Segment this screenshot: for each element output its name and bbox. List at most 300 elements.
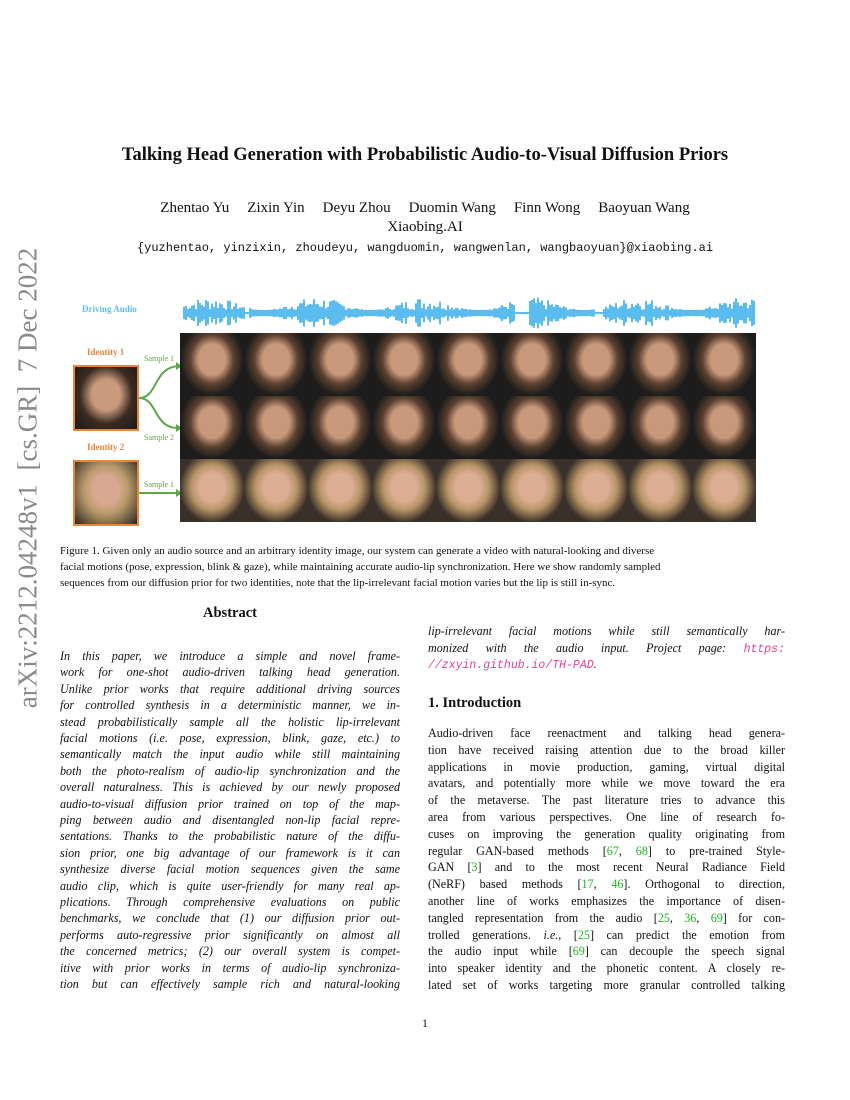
project-page-link[interactable]: //zxyin.github.io/TH-PAD — [428, 659, 594, 672]
waveform-bar — [369, 310, 371, 316]
waveform-bar — [339, 304, 341, 322]
waveform-bar — [257, 310, 259, 316]
waveform-bar — [561, 308, 563, 318]
waveform-bar — [281, 309, 283, 318]
abstract-line — [60, 911, 400, 926]
waveform-bar — [707, 308, 709, 317]
citation-link[interactable]: 36 — [684, 910, 697, 925]
arxiv-stamp: arXiv:2212.04248v1 [cs.GR] 7 Dec 2022 — [12, 247, 43, 709]
generated-frame — [500, 333, 564, 396]
waveform-bar — [727, 307, 729, 319]
waveform-bar — [511, 304, 513, 322]
waveform-bar — [465, 309, 467, 317]
waveform-bar — [391, 310, 393, 316]
waveform-bar — [683, 310, 685, 316]
identity1-label: Identity 1 — [87, 347, 125, 357]
waveform-bar — [353, 309, 355, 317]
abstract-line — [60, 813, 400, 828]
waveform-bar — [673, 309, 675, 317]
waveform-bar — [501, 305, 503, 321]
waveform-bar — [637, 303, 639, 322]
waveform-bar — [311, 304, 313, 321]
citation-link[interactable]: 69 — [710, 910, 723, 925]
generated-frame — [692, 396, 756, 459]
page-number: 1 — [422, 1016, 428, 1030]
waveform-bar — [227, 301, 229, 326]
waveform-bar — [495, 309, 497, 318]
waveform-bar — [735, 298, 737, 327]
waveform-bar — [355, 308, 357, 317]
waveform-bar — [567, 310, 569, 316]
abstract-line — [60, 879, 400, 894]
waveform-bar — [199, 303, 201, 323]
waveform-bar — [705, 308, 707, 317]
waveform-bar — [539, 302, 541, 323]
waveform-bar — [243, 307, 245, 318]
waveform-bar — [271, 310, 273, 316]
waveform-bar — [559, 307, 561, 319]
author: Finn Wong — [513, 200, 581, 216]
waveform-bar — [309, 304, 311, 322]
waveform-bar — [345, 310, 347, 316]
waveform-bar — [711, 309, 713, 317]
waveform-bar — [701, 310, 703, 317]
waveform-bar — [747, 308, 749, 317]
caption-line: sequences from our diffusion prior for two identities, note that the lip-irrelevant facial motion varies but the lip is still in-sync. — [60, 577, 616, 589]
waveform-bar — [693, 310, 695, 316]
text-span: tion have received raising attention due to the broad killer — [428, 742, 785, 757]
waveform-bar — [265, 310, 267, 316]
waveform-bar — [453, 309, 455, 316]
waveform-bar — [625, 303, 627, 322]
waveform-bar — [629, 308, 631, 318]
waveform-bar — [443, 309, 445, 318]
generated-frame — [436, 333, 500, 396]
sample1-identity2-label: Sample 1 — [144, 480, 174, 489]
waveform-bar — [445, 310, 447, 316]
waveform-bar — [307, 305, 309, 322]
waveform-bar — [739, 306, 741, 321]
waveform-bar — [337, 302, 339, 323]
intro-line — [428, 726, 785, 741]
abstract-line — [60, 846, 400, 861]
text-span: (NeRF) based methods [ — [428, 877, 582, 892]
author: Zixin Yin — [247, 200, 305, 216]
waveform-bar — [641, 310, 643, 317]
citation-link[interactable]: 46 — [611, 877, 624, 892]
waveform-bar — [303, 299, 305, 326]
waveform-bar — [433, 306, 435, 321]
waveform-bar — [487, 310, 489, 316]
waveform-bar — [415, 303, 417, 322]
text-span: overall naturalness. This is achieved by our newly proposed — [60, 780, 400, 795]
waveform-bar — [499, 307, 501, 318]
figure-caption — [60, 543, 786, 591]
waveform-bar — [551, 304, 553, 321]
waveform-bar — [267, 310, 269, 316]
waveform-bar — [373, 310, 375, 316]
waveform-bar — [251, 309, 253, 316]
waveform-bar — [195, 309, 197, 317]
waveform-bar — [677, 310, 679, 317]
waveform-bar — [357, 309, 359, 318]
waveform-bar — [571, 309, 573, 317]
waveform-bar — [577, 310, 579, 316]
waveform-bar — [239, 308, 241, 319]
abstract-line — [60, 780, 400, 795]
waveform-bar — [471, 310, 473, 317]
waveform-bar — [667, 306, 669, 321]
waveform-bar — [661, 310, 663, 316]
waveform-bar — [275, 309, 277, 316]
abstract-line — [60, 797, 400, 812]
intro-line — [428, 760, 785, 775]
waveform-bar — [253, 310, 255, 317]
abstract-line — [428, 641, 785, 656]
waveform-bar — [259, 310, 261, 316]
waveform-bar — [601, 312, 603, 314]
generated-frame — [436, 396, 500, 459]
text-span: audio clip, which is quite user-friendly for many real ap- — [60, 878, 400, 893]
text-span: audio-to-visual diffusion prior trained on top of the map- — [60, 796, 400, 811]
waveform-bar — [363, 310, 365, 316]
waveform-bar — [547, 300, 549, 326]
abstract-line — [60, 665, 400, 680]
waveform-bar — [483, 310, 485, 316]
waveform-bar — [387, 307, 389, 318]
waveform-bar — [529, 301, 531, 325]
waveform-bar — [293, 309, 295, 316]
text-span: trolled generations. — [428, 927, 544, 942]
waveform-bar — [621, 306, 623, 321]
abstract-line — [60, 747, 400, 762]
sample2-label: Sample 2 — [144, 433, 174, 442]
waveform-bar — [565, 307, 567, 318]
generated-frame — [436, 459, 500, 522]
abstract-line — [60, 928, 400, 943]
waveform-bar — [541, 300, 543, 325]
caption-line: Figure 1. Given only an audio source and an arbitrary identity image, our system can generate a video with natural-looking and diverse — [60, 545, 655, 557]
waveform-bar — [455, 308, 457, 318]
waveform-bar — [655, 306, 657, 320]
waveform-bar — [469, 309, 471, 316]
waveform-bar — [301, 303, 303, 323]
waveform-bar — [441, 309, 443, 318]
waveform-bar — [325, 308, 327, 317]
abstract-line — [60, 862, 400, 877]
intro-line — [428, 911, 785, 926]
waveform-bar — [485, 310, 487, 316]
waveform-bar — [183, 307, 185, 319]
waveform-bar — [367, 310, 369, 316]
waveform-bar — [229, 301, 231, 325]
waveform-bar — [255, 310, 257, 317]
waveform-bar — [639, 306, 641, 321]
author-emails: {yuzhentao, yinzixin, zhoudeyu, wangduomin, wangwenlan, wangbaoyuan}@xiaobing.ai — [136, 241, 714, 255]
waveform-bar — [591, 309, 593, 316]
waveform-bar — [295, 310, 297, 317]
waveform-bar — [207, 302, 209, 325]
waveform-bar — [269, 310, 271, 317]
waveform-bar — [379, 309, 381, 316]
text-span: facial motions (i.e. pose, expression, blink, gaze, etc.) to — [60, 731, 400, 745]
abstract-line — [60, 715, 400, 730]
citation-link[interactable]: 3 — [471, 860, 478, 875]
generated-frame — [308, 459, 372, 522]
waveform-bar — [523, 312, 525, 314]
text-span: , — [593, 877, 612, 892]
intro-line — [428, 894, 785, 909]
waveform-bar — [393, 309, 395, 317]
text-span: lated set of works targeting more granular controlled talking — [428, 978, 785, 992]
waveform-bar — [533, 298, 535, 328]
waveform-bar — [263, 310, 265, 316]
generated-frame — [244, 396, 308, 459]
text-span: ] can decouple the speech signal — [584, 944, 785, 959]
waveform-bar — [403, 308, 405, 318]
waveform-bar — [505, 307, 507, 319]
waveform-bar — [189, 308, 191, 318]
waveform-bar — [233, 307, 235, 320]
waveform-bar — [419, 299, 421, 327]
waveform-bar — [627, 309, 629, 317]
project-page-link[interactable]: https: — [743, 642, 785, 656]
waveform-bar — [347, 308, 349, 317]
waveform-bar — [615, 303, 617, 323]
waveform-bar — [695, 310, 697, 316]
generated-frame — [372, 333, 436, 396]
waveform-bar — [703, 310, 705, 316]
waveform-bar — [463, 309, 465, 317]
waveform-bar — [193, 305, 195, 321]
citation-link[interactable]: 69 — [572, 944, 585, 959]
waveform-bar — [315, 304, 317, 322]
waveform-bar — [327, 307, 329, 319]
waveform-bar — [623, 300, 625, 326]
waveform-bar — [185, 306, 187, 320]
affiliation: Xiaobing.AI — [387, 219, 463, 235]
waveform-bar — [451, 308, 453, 319]
text-span: sentations. Thanks to the probabilistic nature of the diffu- — [60, 829, 400, 844]
text-span: ] can predict the emotion from — [589, 927, 785, 942]
text-span: Unlike prior works that require additional driving sources — [60, 681, 400, 696]
waveform-bar — [201, 305, 203, 321]
generated-frame — [372, 459, 436, 522]
waveform-bar — [459, 310, 461, 316]
waveform-bar — [231, 309, 233, 317]
waveform-bar — [371, 310, 373, 316]
waveform-bar — [633, 307, 635, 319]
citation-link[interactable]: 68 — [635, 843, 648, 858]
text-span: work for one-shot audio-driven talking head generation. — [60, 665, 400, 680]
intro-line — [428, 928, 785, 943]
waveform-bar — [425, 309, 427, 316]
waveform-bar — [221, 304, 223, 321]
text-span: area from various perspectives. One line of research fo- — [428, 810, 785, 824]
waveform-bar — [383, 310, 385, 316]
waveform-bar — [405, 302, 407, 324]
waveform-bar — [217, 308, 219, 318]
generated-frame — [564, 396, 628, 459]
generated-frame — [628, 396, 692, 459]
waveform-bar — [461, 308, 463, 318]
waveform-bar — [365, 310, 367, 316]
waveform-bar — [467, 310, 469, 317]
intro-line — [428, 877, 785, 892]
waveform-bar — [283, 307, 285, 319]
waveform-bar — [609, 305, 611, 322]
waveform-bar — [519, 312, 521, 314]
text-span: ] for con- — [722, 910, 786, 925]
text-span: of the metaverse. The past literature tries to advance this — [428, 793, 785, 808]
generated-frame — [308, 333, 372, 396]
waveform-bar — [697, 310, 699, 316]
waveform-bar — [211, 304, 213, 323]
waveform-bar — [209, 309, 211, 317]
waveform-bar — [751, 300, 753, 327]
text-span: , — [696, 910, 711, 925]
waveform-bar — [635, 305, 637, 321]
generated-frame — [372, 396, 436, 459]
intro-line — [428, 827, 785, 842]
waveform-bar — [549, 305, 551, 321]
waveform-bar — [333, 300, 335, 326]
generated-frame — [692, 459, 756, 522]
intro-line — [428, 978, 785, 993]
waveform-bar — [277, 310, 279, 317]
waveform-bar — [689, 310, 691, 316]
intro-line — [428, 810, 785, 825]
waveform-bar — [285, 307, 287, 319]
text-span: avatars, and potentially more while we move toward the era — [428, 776, 785, 791]
waveform-bar — [489, 310, 491, 317]
waveform-bar — [665, 306, 667, 321]
waveform-bar — [699, 310, 701, 316]
waveform-bar — [651, 300, 653, 326]
citation-link[interactable]: 67 — [606, 843, 619, 858]
waveform-bar — [719, 303, 721, 322]
waveform-bar — [395, 306, 397, 320]
waveform-bar — [723, 303, 725, 323]
waveform-bar — [557, 305, 559, 321]
waveform-bar — [569, 309, 571, 317]
waveform-bar — [731, 309, 733, 318]
text-span: another line of works emphasizes the importance of disen- — [428, 894, 785, 908]
waveform-bar — [643, 309, 645, 317]
waveform-bar — [457, 308, 459, 317]
waveform-bar — [225, 309, 227, 316]
waveform-bar — [587, 310, 589, 316]
waveform-bar — [447, 305, 449, 321]
abstract-line — [60, 764, 400, 779]
waveform-bar — [479, 310, 481, 316]
text-span: ] to pre-trained Style- — [647, 843, 785, 858]
waveform-bar — [563, 306, 565, 319]
generated-frame — [628, 459, 692, 522]
waveform-bar — [579, 310, 581, 316]
waveform-bar — [517, 312, 519, 314]
waveform-bar — [351, 309, 353, 317]
sample-arrows — [138, 360, 183, 500]
waveform-bar — [749, 305, 751, 321]
abstract-line — [60, 682, 400, 697]
waveform-bar — [493, 308, 495, 317]
intro-line — [428, 793, 785, 808]
waveform-bar — [205, 300, 207, 326]
citation-link[interactable]: 17 — [581, 877, 594, 892]
waveform-bar — [305, 306, 307, 320]
generated-frame — [180, 333, 244, 396]
waveform-bar — [525, 312, 527, 314]
waveform-bar — [197, 300, 199, 326]
waveform-bar — [713, 308, 715, 317]
waveform-bar — [329, 301, 331, 324]
waveform-bar — [449, 309, 451, 316]
waveform-bar — [389, 309, 391, 317]
waveform-bar — [235, 303, 237, 322]
waveform-bar — [535, 303, 537, 323]
waveform-bar — [659, 307, 661, 319]
waveform-bar — [335, 301, 337, 325]
waveform-bar — [513, 305, 515, 321]
waveform-bar — [521, 312, 523, 314]
identity2-image — [73, 460, 139, 526]
citation-link[interactable]: 25 — [577, 927, 590, 942]
text-span: i.e. — [543, 927, 559, 942]
text-span: itive with prior works in terms of audio-lip synchroniza- — [60, 960, 400, 975]
waveform-bar — [537, 298, 539, 329]
text-span: plications. Through comprehensive evaluations on public — [60, 895, 400, 909]
generated-frame — [244, 333, 308, 396]
paper-title: Talking Head Generation with Probabilistic Audio-to-Visual Diffusion Priors — [121, 145, 729, 165]
driving-audio-label: Driving Audio — [82, 304, 137, 314]
waveform-bar — [581, 310, 583, 316]
intro-line — [428, 860, 785, 875]
waveform-bar — [241, 307, 243, 318]
intro-line — [428, 743, 785, 758]
waveform-bar — [583, 310, 585, 316]
waveform-bar — [503, 307, 505, 320]
waveform-bar — [191, 306, 193, 320]
abstract-line — [60, 977, 400, 992]
waveform-bar — [427, 306, 429, 319]
generated-frames-grid — [180, 333, 755, 523]
citation-link[interactable]: 25 — [657, 910, 670, 925]
waveform-bar — [685, 310, 687, 316]
waveform-bar — [509, 302, 511, 323]
text-span: GAN [ — [428, 860, 472, 875]
waveform-bar — [663, 309, 665, 317]
waveform-bar — [477, 310, 479, 316]
waveform-bar — [411, 309, 413, 317]
waveform-bar — [299, 303, 301, 322]
waveform-bar — [401, 303, 403, 323]
waveform-bar — [721, 305, 723, 321]
waveform-bar — [589, 310, 591, 316]
waveform-bar — [249, 308, 251, 318]
waveform-bar — [319, 307, 321, 320]
waveform-bar — [553, 307, 555, 319]
generated-frame — [180, 396, 244, 459]
author: Baoyuan Wang — [598, 200, 690, 216]
text-span: semantically match the input audio while still maintaining — [60, 747, 400, 762]
intro-line — [428, 961, 785, 976]
waveform-bar — [555, 305, 557, 322]
waveform-bar — [323, 301, 325, 326]
intro-line — [428, 944, 785, 959]
abstract-line — [60, 698, 400, 713]
waveform-bar — [545, 309, 547, 317]
